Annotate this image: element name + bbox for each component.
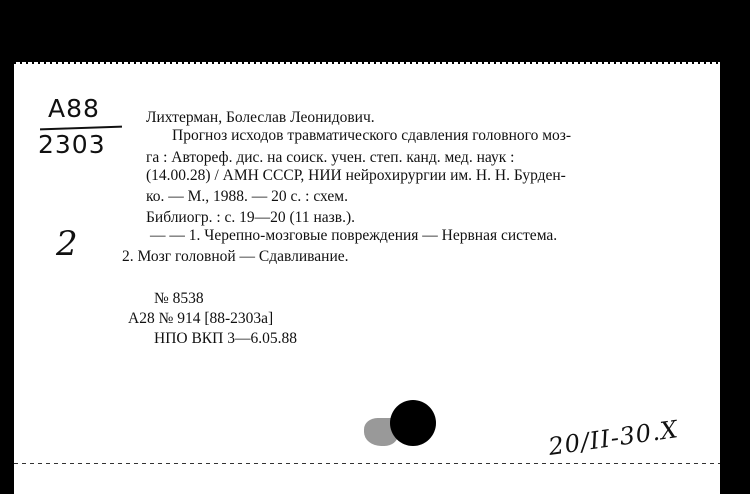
card-bottom-rule xyxy=(14,463,720,464)
title-line-2: га : Автореф. дис. на соиск. учен. степ. канд. мед. наук : xyxy=(146,149,515,166)
handwritten-shelf-mark: 20/II-30.X xyxy=(546,415,681,461)
call-number-bottom: 2303 xyxy=(38,130,106,159)
accession-number: № 8538 xyxy=(154,290,204,307)
author-line: Лихтерман, Болеслав Леонидович. xyxy=(146,109,375,126)
subject-line-2: 2. Мозг головной — Сдавливание. xyxy=(122,248,349,265)
imprint-line: ко. — М., 1988. — 20 с. : схем. xyxy=(146,188,348,205)
subject-line-1: — — 1. Черепно-мозговые повреждения — Нервная система. xyxy=(150,227,558,244)
title-line-1: Прогноз исходов травматического сдавления головного моз- xyxy=(172,127,572,144)
ink-blot xyxy=(390,400,436,446)
bibliography-line: Библиогр. : с. 19—20 (11 назв.). xyxy=(146,209,356,226)
card-top-edge xyxy=(14,62,720,64)
scan-border xyxy=(720,0,750,494)
handwritten-numeral: 2 xyxy=(56,224,78,264)
call-number-top: A88 xyxy=(48,94,100,123)
title-line-3: (14.00.28) / АМН СССР, НИИ нейрохирургии им. Н. Н. Бурден- xyxy=(146,167,566,184)
card-code-line: А28 № 914 [88-2303а] xyxy=(128,310,274,327)
printer-line: НПО ВКП 3—6.05.88 xyxy=(154,330,297,347)
